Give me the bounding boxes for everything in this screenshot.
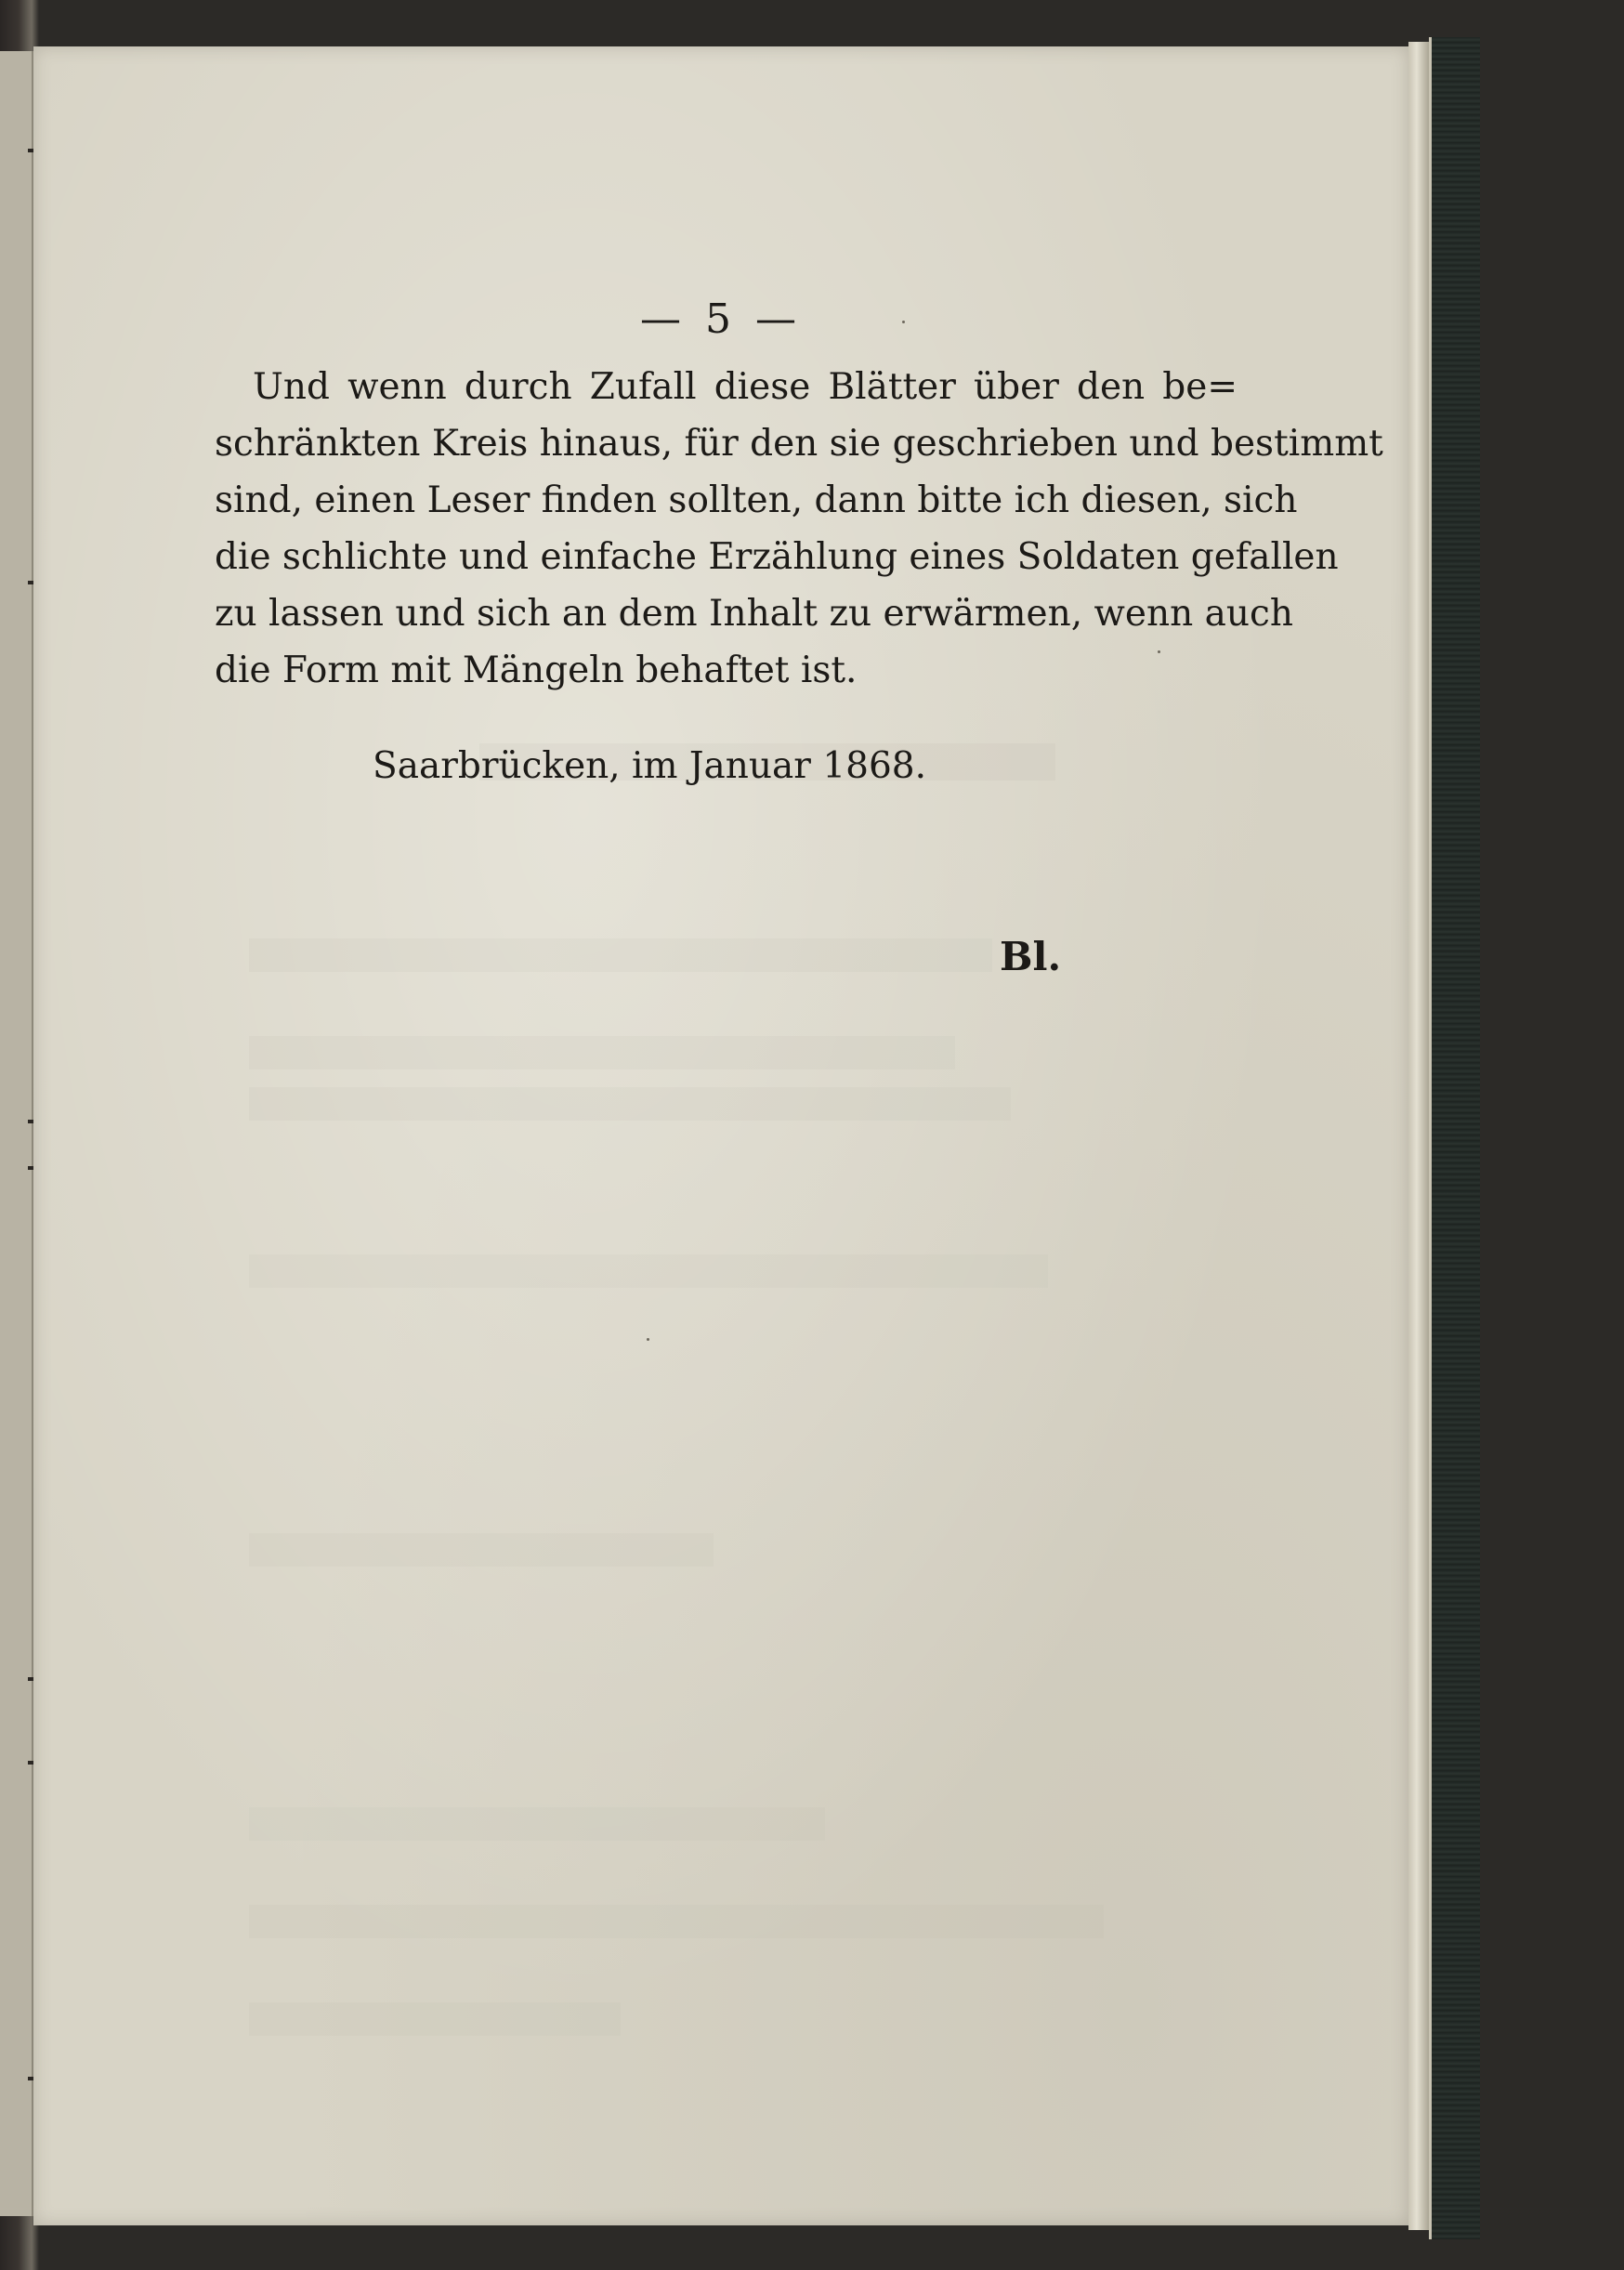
page-number: — 5 — <box>640 295 802 343</box>
paragraph-line: schränkten Kreis hinaus, für den sie geschrieben und bestimmt <box>215 423 1383 465</box>
paragraph-line: Und wenn durch Zufall diese Blätter über den be= <box>253 366 1238 408</box>
paper-speck <box>1158 650 1160 653</box>
signature: Bl. <box>1000 934 1062 979</box>
show-through-smudge <box>249 1036 955 1069</box>
show-through-smudge <box>249 1087 1011 1121</box>
book-cover <box>1429 37 1480 2239</box>
dateline: Saarbrücken, im Januar 1868. <box>373 745 926 787</box>
show-through-smudge <box>249 1254 1048 1288</box>
show-through-smudge <box>249 1533 714 1567</box>
paragraph-line: sind, einen Leser finden sollten, dann bitte ich diesen, sich <box>215 479 1298 521</box>
body-paragraph <box>215 359 1383 699</box>
paragraph-line: die Form mit Mängeln behaftet ist. <box>215 650 858 691</box>
paragraph-line: die schlichte und einfache Erzählung eines Soldaten gefallen <box>215 536 1339 578</box>
paragraph-line: zu lassen und sich an dem Inhalt zu erwärmen, wenn auch <box>215 593 1293 635</box>
left-page-edge <box>0 51 33 2216</box>
show-through-smudge <box>249 938 992 972</box>
page-stack-edge <box>1408 42 1429 2230</box>
book-page <box>33 46 1408 2225</box>
show-through-smudge <box>249 1807 825 1841</box>
paper-speck <box>647 1338 649 1341</box>
paper-speck <box>902 321 905 323</box>
show-through-smudge <box>249 2002 621 2036</box>
show-through-smudge <box>249 1905 1104 1938</box>
